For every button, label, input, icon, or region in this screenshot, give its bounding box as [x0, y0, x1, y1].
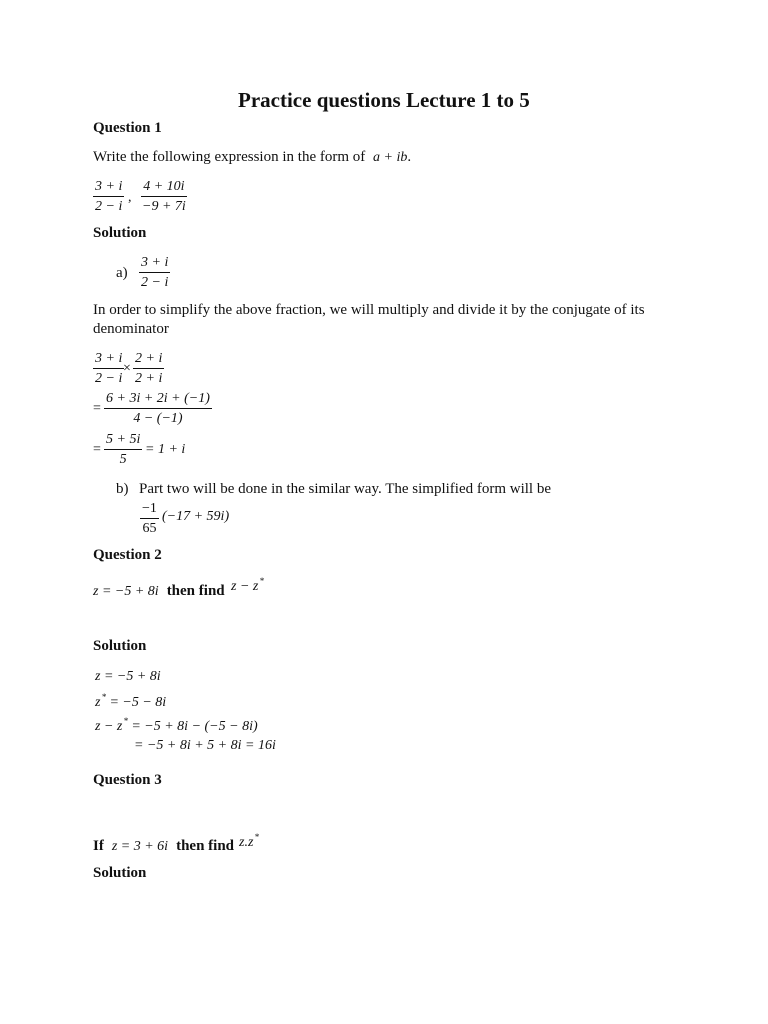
find-expression-text: z.z: [239, 835, 254, 850]
q3-solution-heading: Solution: [93, 865, 147, 881]
explanation-line-1: In order to simplify the above fraction, we will multiply and divide it by the conjugate of its: [93, 302, 645, 318]
fraction-numerator: 6 + 3i + 2i + (−1): [104, 390, 212, 409]
fraction-denominator: 2 − i: [95, 371, 123, 386]
q2-find-expression: [231, 576, 264, 595]
conjugate-star: *: [101, 692, 106, 702]
q1-solution-heading: Solution: [93, 225, 147, 241]
fraction-denominator: 5: [119, 452, 127, 467]
fraction-denominator: 2 − i: [95, 199, 123, 214]
q3-then-find: then find: [176, 838, 235, 854]
part-a-fraction: [139, 254, 170, 291]
find-expression-text: z − z: [231, 579, 259, 594]
fraction-denominator: 65: [142, 521, 157, 536]
fraction-denominator: 2 − i: [141, 275, 169, 290]
part-b-text: Part two will be done in the similar way. The simplified form will be: [139, 481, 552, 497]
question-1-heading: Question 1: [93, 120, 162, 136]
q2-given: z = −5 + 8i: [93, 584, 159, 599]
conjugate-star: *: [123, 716, 128, 726]
question-2-prompt: [93, 582, 225, 600]
step1-fraction-1: [93, 350, 124, 387]
part-a-label: a): [116, 265, 128, 281]
line-b: = −5 + 8i − (−5 − 8i): [127, 719, 258, 734]
prompt-text: Write the following expression in the form of: [93, 149, 366, 165]
step3-fraction: [104, 431, 142, 468]
fraction-denominator: 2 + i: [135, 371, 163, 386]
q3-given: z = 3 + 6i: [111, 839, 169, 854]
fraction-numerator: −1: [140, 500, 159, 519]
fraction-denominator: −9 + 7i: [142, 199, 186, 214]
times-sign: ×: [123, 361, 131, 376]
question-2-heading: Question 2: [93, 547, 162, 563]
q2-solution-line-4: = −5 + 8i + 5 + 8i = 16i: [134, 738, 276, 753]
q2-solution-line-2: [95, 692, 166, 711]
part-b-fraction: [140, 500, 159, 537]
question-1-prompt: [93, 149, 411, 166]
fraction-numerator: 3 + i: [93, 178, 124, 197]
fraction-denominator: 4 − (−1): [133, 411, 183, 426]
fraction-numerator: 3 + i: [139, 254, 170, 273]
prompt-form: a + ib: [373, 150, 408, 165]
q2-solution-heading: Solution: [93, 638, 147, 654]
q2-solution-line-1: z = −5 + 8i: [95, 669, 161, 684]
fraction-separator: ,: [128, 190, 132, 205]
prompt-end: .: [407, 149, 412, 165]
q3-find-expression: [239, 832, 259, 851]
equals-sign: =: [93, 442, 101, 457]
equals-sign: =: [93, 401, 101, 416]
part-b-label: b): [116, 481, 129, 497]
fraction-numerator: 2 + i: [133, 350, 164, 369]
question-3-heading: Question 3: [93, 772, 162, 788]
q1-fraction-2: [140, 178, 188, 215]
page-title: Practice questions Lecture 1 to 5: [238, 88, 530, 112]
line-a: z − z: [95, 719, 123, 734]
step1-fraction-2: [133, 350, 164, 387]
fraction-numerator: 4 + 10i: [141, 178, 186, 197]
line-z: z: [95, 695, 101, 710]
step2-fraction: [104, 390, 212, 427]
question-3-prompt: [93, 837, 234, 855]
line-rest: = −5 − 8i: [105, 695, 167, 710]
step3-result: = 1 + i: [145, 442, 186, 457]
q3-if: If: [93, 838, 104, 854]
fraction-numerator: 3 + i: [93, 350, 124, 369]
part-b-parenthesis: (−17 + 59i): [162, 509, 230, 524]
fraction-numerator: 5 + 5i: [104, 431, 142, 450]
explanation-line-2: denominator: [93, 321, 169, 337]
q2-solution-line-3: [95, 716, 258, 735]
conjugate-star: *: [254, 832, 259, 842]
q2-then-find: then find: [166, 583, 225, 599]
q1-fraction-1: [93, 178, 124, 215]
conjugate-star: *: [259, 576, 264, 586]
